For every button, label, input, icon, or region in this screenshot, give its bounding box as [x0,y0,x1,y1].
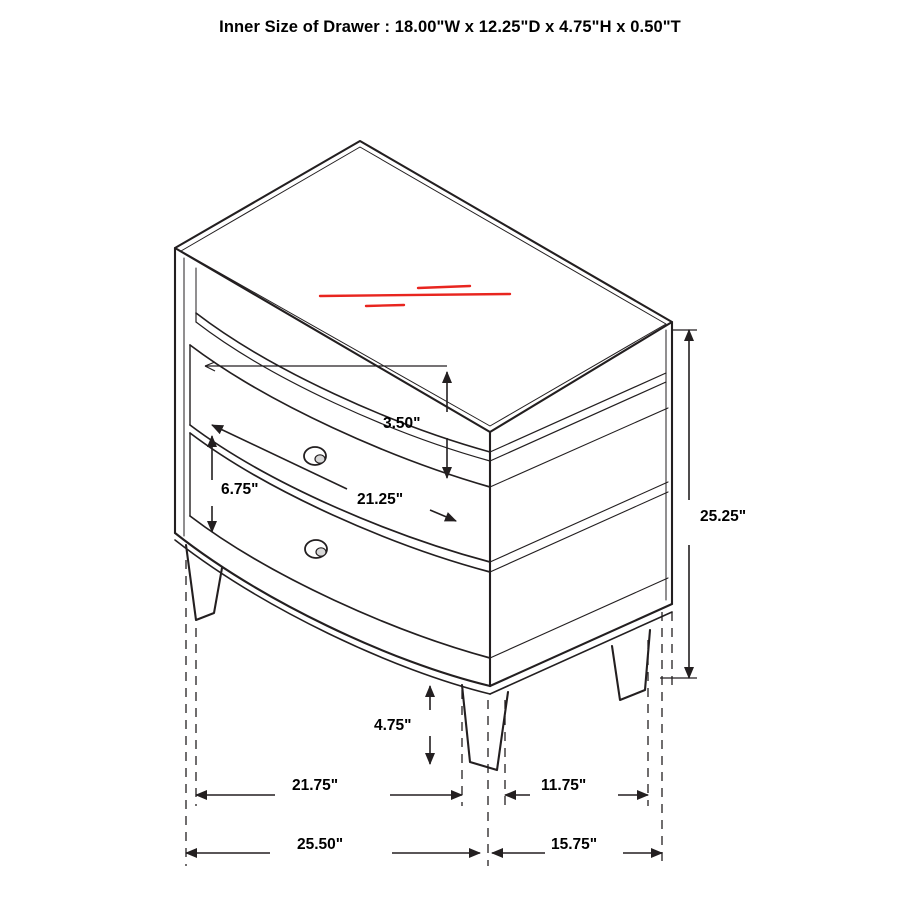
extension-lines [186,560,672,866]
dimension-label-6-75: 6.75" [221,481,259,498]
dimension-label-21-25: 21.25" [357,491,404,508]
drawer-knob-upper [304,447,326,465]
dimension-label-4-75: 4.75" [374,717,412,734]
dimension-label-11-75: 11.75" [541,777,587,794]
dimension-label-25-50: 25.50" [297,836,344,853]
dimension-label-15-75: 15.75" [551,836,598,853]
dimension-label-3-50: 3.50" [383,415,421,432]
dimension-label-21-75: 21.75" [292,777,339,794]
cabinet-body [175,141,672,770]
dimension-label-25-25: 25.25" [700,508,747,525]
drawer-knob-lower [305,540,327,558]
page-title: Inner Size of Drawer : 18.00"W x 12.25"D x 4.75"H x 0.50"T [219,18,681,36]
